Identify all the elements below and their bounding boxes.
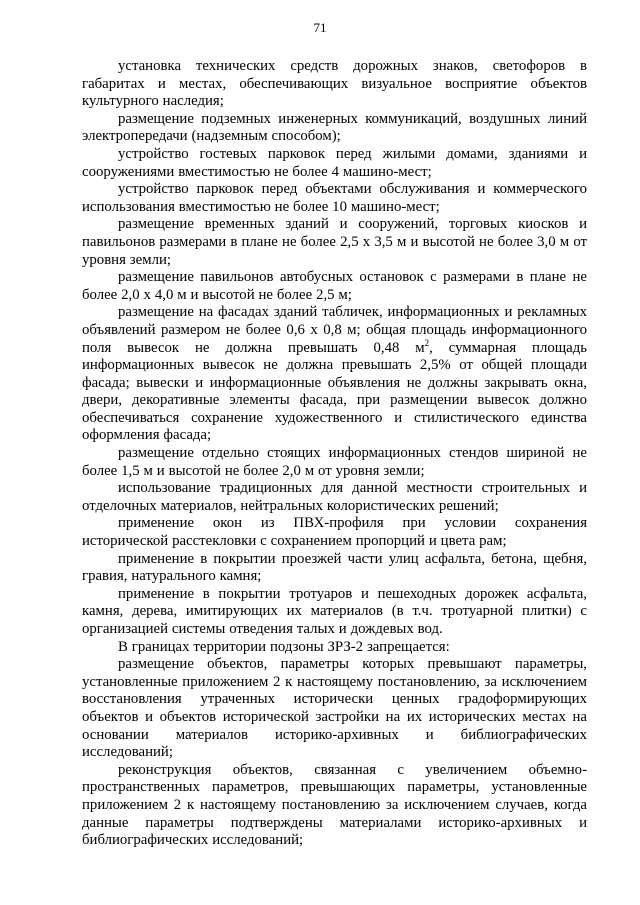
paragraph-guest-parking: устройство гостевых парковок перед жилыми домами, зданиями и сооружениями вместимостью не более 4 машино-мест; [82,145,587,180]
facade-signage-text-start: размещение на фасадах зданий табличек, информационных и рекламных объявлений размером не более 0,6 х 0,8 м; общая площадь информационного поля вывесок не должна превышать 0,48 м [82,304,587,356]
paragraph-facade-signage [82,304,587,445]
document-body [82,58,587,850]
facade-signage-text-end: , суммарная площадь информационных вывесок не должна превышать 2,5% от общей площади фасада; вывески и информационные объявления не должны закрывать окна, двери, декоративные элементы фасада, при размещении вывесок должно обеспечиваться сохранение художественного и стилистического единства оформления фасада; [82,339,587,444]
paragraph-bus-stop-pavilions: размещение павильонов автобусных остановок с размерами в плане не более 2,0 х 4,0 м и высотой не более 2,5 м; [82,269,587,303]
paragraph-zrz2-prohibitions-heading: В границах территории подзоны ЗРЗ-2 запрещается: [118,638,450,655]
paragraph-roadway-surface: применение в покрытии проезжей части улиц асфальта, бетона, щебня, гравия, натурального камня; [82,550,587,585]
paragraph-traffic-signs: установка технических средств дорожных знаков, светофоров в габаритах и местах, обеспечивающих визуальное восприятие объектов культурного наследия; [82,58,587,110]
paragraph-traditional-materials: использование традиционных для данной местности строительных и отделочных материалов, нейтральных колористических решений; [82,480,587,514]
paragraph-exceeding-parameters: размещение объектов, параметры которых превышают параметры, установленные приложением 2 к настоящему постановлению, за исключением восстановления утраченных исторически ценных градоформирующих объектов и объектов исторической застройки на их исторических местах на основании материалов историко-архивных и библиографических исследований; [82,656,587,761]
paragraph-information-stands: размещение отдельно стоящих информационных стендов шириной не более 1,5 м и высотой не более 2,0 м от уровня земли; [82,445,587,479]
paragraph-commercial-parking: устройство парковок перед объектами обслуживания и коммерческого использования вместимостью не более 10 машино-мест; [82,181,587,215]
page-number: 71 [313,20,327,35]
paragraph-sidewalk-surface: применение в покрытии тротуаров и пешеходных дорожек асфальта, камня, дерева, имитирующих их материалов (в т.ч. тротуарной плитки) с организацией системы отведения талых и дождевых вод. [82,585,587,637]
paragraph-reconstruction: реконструкция объектов, связанная с увеличением объемно-пространственных параметров, превышающих параметры, установленные приложением 2 к настоящему постановлению за исключением случаев, когда данные параметры подтверждены материалами историко-архивных и библиографических исследований; [82,761,587,849]
paragraph-temporary-buildings: размещение временных зданий и сооружений, торговых киосков и павильонов размерами в плане не более 2,5 х 3,5 м и высотой не более 3,0 м от уровня земли; [82,216,587,268]
paragraph-pvc-windows: применение окон из ПВХ-профиля при условии сохранения исторической расстекловки с сохранением пропорций и цвета рам; [82,515,587,550]
paragraph-underground-utilities: размещение подземных инженерных коммуникаций, воздушных линий электропередачи (надземным способом); [82,110,587,145]
square-meter-superscript: 2 [424,337,430,348]
